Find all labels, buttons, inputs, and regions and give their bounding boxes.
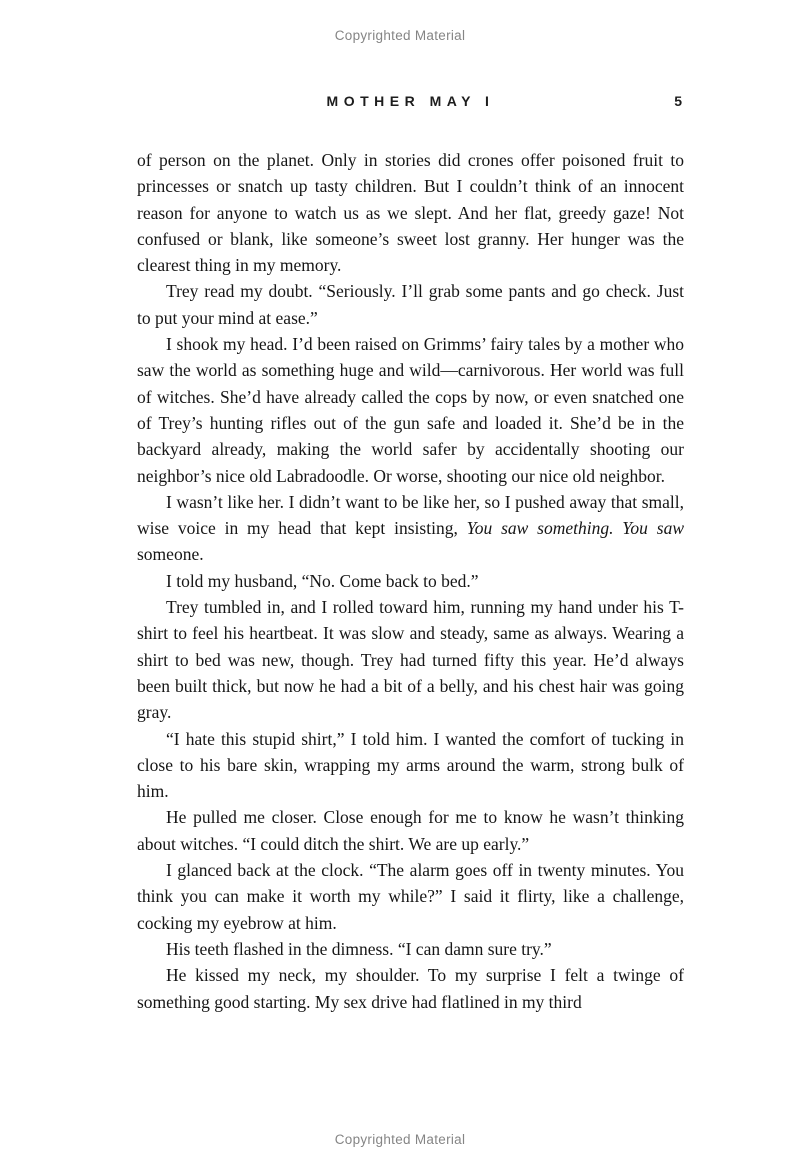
copyright-notice-bottom: Copyrighted Material <box>334 1132 466 1147</box>
body-text <box>137 147 684 1015</box>
paragraph <box>137 594 684 725</box>
paragraph <box>137 278 684 331</box>
paragraph <box>137 726 684 805</box>
paragraph <box>137 804 684 857</box>
paragraph <box>137 936 684 962</box>
paragraph-text: I told my husband, “No. Come back to bed.” <box>166 570 479 591</box>
paragraph <box>137 489 684 568</box>
paragraph-text: He pulled me closer. Close enough for me to know he wasn’t thinking about witches. “I could ditch the shirt. We are up early.” <box>137 807 684 854</box>
paragraph-text-italic: You saw something. You saw <box>466 518 684 539</box>
paragraph <box>137 568 684 594</box>
paragraph-text: “I hate this stupid shirt,” I told him. I wanted the comfort of tucking in close to his bare skin, wrapping my arms around the warm, strong bulk of him. <box>137 728 684 802</box>
page-number: 5 <box>674 93 682 109</box>
paragraph <box>137 147 684 278</box>
book-title: MOTHER MAY I <box>326 93 495 109</box>
paragraph-text: someone. <box>137 544 204 565</box>
copyright-notice-top: Copyrighted Material <box>334 28 466 43</box>
paragraph <box>137 962 684 1015</box>
paragraph-text: of person on the planet. Only in stories did crones offer poisoned fruit to princesses or snatch up tasty children. But I couldn’t think of an innocent reason for anyone to watch us as we slept. And her flat, greedy gaze! Not confused or blank, like someone’s sweet lost granny. Her hunger was the clearest thing in my memory. <box>137 150 684 276</box>
running-head <box>137 93 684 113</box>
paragraph-text: I shook my head. I’d been raised on Grimms’ fairy tales by a mother who saw the world as something huge and wild—carnivorous. Her world was full of witches. She’d have already called the cops by now, or even snatched one of Trey’s hunting rifles out of the gun safe and loaded it. She’d be in the backyard already, making the world safer by accidentally shooting our neighbor’s nice old Labradoodle. Or worse, shooting our nice old neighbor. <box>137 334 684 486</box>
paragraph-text: I glanced back at the clock. “The alarm goes off in twenty minutes. You think you can make it worth my while?” I said it flirty, like a challenge, cocking my eyebrow at him. <box>137 860 684 933</box>
paragraph-text: His teeth flashed in the dimness. “I can damn sure try.” <box>166 938 552 959</box>
paragraph-text: I wasn’t like her. I didn’t want to be like her, so I pushed away that small, wise voice in my head that kept insisting, <box>137 491 684 539</box>
paragraph <box>137 331 684 489</box>
paragraph-text: Trey tumbled in, and I rolled toward him, running my hand under his T-shirt to feel his heartbeat. It was slow and steady, same as always. Wearing a shirt to bed was new, though. Trey had turned fifty this year. He’d always been built thick, but now he had a bit of a belly, and his chest hair was going gray. <box>137 597 684 723</box>
paragraph <box>137 857 684 936</box>
paragraph-text: Trey read my doubt. “Seriously. I’ll grab some pants and go check. Just to put your mind at ease.” <box>137 281 684 328</box>
paragraph-text: He kissed my neck, my shoulder. To my surprise I felt a twinge of something good starting. My sex drive had flatlined in my third <box>137 965 684 1012</box>
